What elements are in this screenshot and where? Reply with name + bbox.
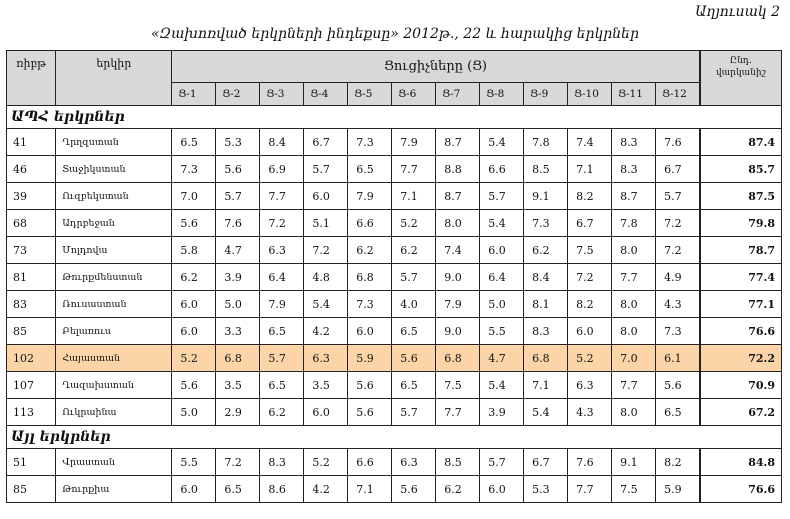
indicator-value-cell: 7.2 xyxy=(216,449,260,476)
indicator-column-header: Ց-5 xyxy=(348,83,392,106)
indicator-value-cell: 8.4 xyxy=(524,264,568,291)
indicator-value-cell: 5.0 xyxy=(172,399,216,426)
indicator-value-cell: 5.7 xyxy=(480,449,524,476)
rank-cell: 85 xyxy=(7,318,56,345)
indicator-value-cell: 7.1 xyxy=(524,372,568,399)
country-cell: Ռուսաստան xyxy=(56,291,172,318)
country-header: երկիր xyxy=(56,51,172,106)
indicator-value-cell: 8.5 xyxy=(524,156,568,183)
indicator-value-cell: 5.7 xyxy=(304,156,348,183)
indicator-value-cell: 5.6 xyxy=(172,372,216,399)
indicator-value-cell: 6.5 xyxy=(172,129,216,156)
indicator-value-cell: 5.3 xyxy=(524,476,568,503)
indicator-value-cell: 4.3 xyxy=(568,399,612,426)
indicator-value-cell: 5.4 xyxy=(480,210,524,237)
indicator-value-cell: 5.0 xyxy=(216,291,260,318)
indicator-value-cell: 6.8 xyxy=(216,345,260,372)
indicator-value-cell: 5.4 xyxy=(480,129,524,156)
indicator-value-cell: 5.7 xyxy=(392,264,436,291)
indicator-value-cell: 6.5 xyxy=(260,318,304,345)
indicator-value-cell: 5.4 xyxy=(524,399,568,426)
indicator-value-cell: 8.0 xyxy=(612,399,656,426)
indicator-value-cell: 7.6 xyxy=(656,129,700,156)
rank-cell: 73 xyxy=(7,237,56,264)
indicator-column-header: Ց-4 xyxy=(304,83,348,106)
table-row xyxy=(7,129,782,156)
score-cell: 87.4 xyxy=(700,129,782,156)
indicator-column-header: Ց-9 xyxy=(524,83,568,106)
indicator-value-cell: 5.2 xyxy=(392,210,436,237)
indicator-column-header: Ց-11 xyxy=(612,83,656,106)
indicator-value-cell: 4.2 xyxy=(304,476,348,503)
table-row xyxy=(7,210,782,237)
indicator-value-cell: 3.5 xyxy=(304,372,348,399)
indicator-value-cell: 5.5 xyxy=(172,449,216,476)
score-header xyxy=(700,51,782,106)
indicator-value-cell: 6.9 xyxy=(260,156,304,183)
indicator-column-header: Ց-3 xyxy=(260,83,304,106)
score-cell: 72.2 xyxy=(700,345,782,372)
indicator-value-cell: 7.2 xyxy=(656,237,700,264)
indicator-value-cell: 7.0 xyxy=(612,345,656,372)
indicator-value-cell: 6.7 xyxy=(656,156,700,183)
indicator-value-cell: 2.9 xyxy=(216,399,260,426)
indicator-value-cell: 4.0 xyxy=(392,291,436,318)
table-row xyxy=(7,264,782,291)
country-cell: Ուկրաինա xyxy=(56,399,172,426)
table-row xyxy=(7,237,782,264)
score-cell: 77.4 xyxy=(700,264,782,291)
indicator-value-cell: 5.8 xyxy=(172,237,216,264)
indicator-value-cell: 5.1 xyxy=(304,210,348,237)
indicator-value-cell: 4.8 xyxy=(304,264,348,291)
country-cell: Ղազախստան xyxy=(56,372,172,399)
indicator-value-cell: 5.2 xyxy=(172,345,216,372)
indicator-value-cell: 6.5 xyxy=(392,318,436,345)
indicator-column-header: Ց-10 xyxy=(568,83,612,106)
group-header-row xyxy=(7,106,782,129)
indicator-column-header: Ց-12 xyxy=(656,83,700,106)
indicator-value-cell: 7.3 xyxy=(524,210,568,237)
indicator-value-cell: 6.0 xyxy=(172,476,216,503)
indicator-value-cell: 6.0 xyxy=(304,183,348,210)
indicator-value-cell: 7.3 xyxy=(656,318,700,345)
indicator-value-cell: 5.6 xyxy=(348,399,392,426)
indicator-value-cell: 5.6 xyxy=(348,372,392,399)
indicator-value-cell: 6.8 xyxy=(436,345,480,372)
indicator-value-cell: 8.8 xyxy=(436,156,480,183)
rank-cell: 83 xyxy=(7,291,56,318)
index-table xyxy=(6,50,782,503)
header-row-top xyxy=(7,51,782,83)
indicator-value-cell: 7.8 xyxy=(524,129,568,156)
indicator-value-cell: 5.6 xyxy=(392,476,436,503)
indicator-value-cell: 7.7 xyxy=(568,476,612,503)
indicator-value-cell: 6.3 xyxy=(392,449,436,476)
indicator-value-cell: 6.4 xyxy=(480,264,524,291)
rank-cell: 39 xyxy=(7,183,56,210)
indicator-column-header: Ց-8 xyxy=(480,83,524,106)
rank-cell: 102 xyxy=(7,345,56,372)
indicator-value-cell: 7.1 xyxy=(348,476,392,503)
indicator-value-cell: 8.3 xyxy=(524,318,568,345)
indicator-value-cell: 7.4 xyxy=(436,237,480,264)
rank-cell: 41 xyxy=(7,129,56,156)
group-header-row xyxy=(7,426,782,449)
country-cell: Թուրքմենստան xyxy=(56,264,172,291)
indicator-value-cell: 7.7 xyxy=(436,399,480,426)
indicator-value-cell: 6.2 xyxy=(172,264,216,291)
score-cell: 67.2 xyxy=(700,399,782,426)
indicator-value-cell: 6.5 xyxy=(216,476,260,503)
score-cell: 84.8 xyxy=(700,449,782,476)
indicator-value-cell: 3.9 xyxy=(480,399,524,426)
indicator-value-cell: 8.3 xyxy=(260,449,304,476)
indicator-value-cell: 5.2 xyxy=(568,345,612,372)
indicator-value-cell: 7.3 xyxy=(348,291,392,318)
indicator-value-cell: 5.7 xyxy=(392,399,436,426)
indicator-value-cell: 7.2 xyxy=(656,210,700,237)
indicator-value-cell: 8.5 xyxy=(436,449,480,476)
indicator-value-cell: 6.2 xyxy=(260,399,304,426)
indicator-value-cell: 4.7 xyxy=(480,345,524,372)
score-header-line2: վարկանիշ xyxy=(715,68,766,78)
indicator-value-cell: 6.5 xyxy=(260,372,304,399)
indicator-value-cell: 8.6 xyxy=(260,476,304,503)
rank-cell: 68 xyxy=(7,210,56,237)
indicator-value-cell: 5.7 xyxy=(216,183,260,210)
indicators-header: Ցուցիչները (Ց) xyxy=(172,51,700,83)
indicator-value-cell: 8.2 xyxy=(568,291,612,318)
indicator-value-cell: 8.0 xyxy=(612,237,656,264)
indicator-value-cell: 5.7 xyxy=(656,183,700,210)
indicator-value-cell: 6.0 xyxy=(172,318,216,345)
indicator-value-cell: 5.0 xyxy=(480,291,524,318)
rank-cell: 51 xyxy=(7,449,56,476)
indicator-value-cell: 6.2 xyxy=(436,476,480,503)
group-label: Այլ երկրներ xyxy=(7,426,782,449)
indicator-value-cell: 6.2 xyxy=(348,237,392,264)
indicator-value-cell: 7.1 xyxy=(568,156,612,183)
indicator-value-cell: 6.4 xyxy=(260,264,304,291)
table-row xyxy=(7,449,782,476)
indicator-value-cell: 6.0 xyxy=(304,399,348,426)
indicator-value-cell: 6.5 xyxy=(348,156,392,183)
indicator-value-cell: 6.7 xyxy=(524,449,568,476)
indicator-value-cell: 7.5 xyxy=(568,237,612,264)
indicator-value-cell: 6.2 xyxy=(524,237,568,264)
indicator-value-cell: 8.0 xyxy=(436,210,480,237)
indicator-value-cell: 7.4 xyxy=(568,129,612,156)
rank-cell: 46 xyxy=(7,156,56,183)
indicator-value-cell: 7.6 xyxy=(216,210,260,237)
country-cell: Մոլդովա xyxy=(56,237,172,264)
indicator-value-cell: 9.0 xyxy=(436,318,480,345)
indicator-value-cell: 7.5 xyxy=(612,476,656,503)
country-cell: Ղրղզստան xyxy=(56,129,172,156)
indicator-value-cell: 7.2 xyxy=(304,237,348,264)
indicator-value-cell: 6.0 xyxy=(172,291,216,318)
indicator-column-header: Ց-7 xyxy=(436,83,480,106)
rank-cell: 107 xyxy=(7,372,56,399)
score-cell: 77.1 xyxy=(700,291,782,318)
indicator-value-cell: 5.4 xyxy=(480,372,524,399)
country-cell: Վրաստան xyxy=(56,449,172,476)
score-cell: 87.5 xyxy=(700,183,782,210)
table-row xyxy=(7,156,782,183)
table-row xyxy=(7,476,782,503)
score-cell: 78.7 xyxy=(700,237,782,264)
group-label: ԱՊՀ երկրներ xyxy=(7,106,782,129)
rank-cell: 113 xyxy=(7,399,56,426)
indicator-value-cell: 6.7 xyxy=(568,210,612,237)
indicator-value-cell: 6.0 xyxy=(480,237,524,264)
indicator-value-cell: 8.7 xyxy=(436,129,480,156)
table-body xyxy=(7,106,782,503)
table-row xyxy=(7,183,782,210)
indicator-value-cell: 6.3 xyxy=(568,372,612,399)
indicator-value-cell: 7.7 xyxy=(392,156,436,183)
country-cell: Բելառուս xyxy=(56,318,172,345)
country-cell: Հայաստան xyxy=(56,345,172,372)
indicator-value-cell: 6.3 xyxy=(304,345,348,372)
indicator-value-cell: 6.8 xyxy=(524,345,568,372)
indicator-value-cell: 8.3 xyxy=(612,129,656,156)
indicator-value-cell: 7.7 xyxy=(260,183,304,210)
indicator-value-cell: 6.1 xyxy=(656,345,700,372)
indicator-value-cell: 6.5 xyxy=(392,372,436,399)
table-row xyxy=(7,318,782,345)
score-cell: 76.6 xyxy=(700,476,782,503)
country-cell: Ուզբեկստան xyxy=(56,183,172,210)
indicator-value-cell: 4.7 xyxy=(216,237,260,264)
indicator-value-cell: 6.0 xyxy=(568,318,612,345)
indicator-column-header: Ց-1 xyxy=(172,83,216,106)
indicator-value-cell: 6.6 xyxy=(348,449,392,476)
indicator-value-cell: 7.9 xyxy=(260,291,304,318)
indicator-value-cell: 7.1 xyxy=(392,183,436,210)
indicator-value-cell: 6.6 xyxy=(348,210,392,237)
indicator-value-cell: 7.2 xyxy=(260,210,304,237)
indicator-value-cell: 6.2 xyxy=(392,237,436,264)
indicator-value-cell: 7.2 xyxy=(568,264,612,291)
indicator-value-cell: 6.5 xyxy=(656,399,700,426)
indicator-value-cell: 7.7 xyxy=(612,264,656,291)
indicator-value-cell: 5.6 xyxy=(216,156,260,183)
table-title: «Զախոռված երկրների ինդեքսը» 2012թ., 22 և հարակից երկրներ xyxy=(150,26,639,42)
rank-cell: 85 xyxy=(7,476,56,503)
indicator-value-cell: 9.0 xyxy=(436,264,480,291)
score-cell: 70.9 xyxy=(700,372,782,399)
rank-cell: 81 xyxy=(7,264,56,291)
indicator-value-cell: 5.7 xyxy=(260,345,304,372)
table-row xyxy=(7,372,782,399)
indicator-value-cell: 6.0 xyxy=(480,476,524,503)
indicator-value-cell: 5.4 xyxy=(304,291,348,318)
indicator-value-cell: 7.7 xyxy=(612,372,656,399)
table-row xyxy=(7,291,782,318)
indicator-value-cell: 6.0 xyxy=(348,318,392,345)
indicator-value-cell: 5.2 xyxy=(304,449,348,476)
indicator-value-cell: 7.0 xyxy=(172,183,216,210)
indicator-value-cell: 8.2 xyxy=(656,449,700,476)
indicator-value-cell: 7.9 xyxy=(436,291,480,318)
indicator-value-cell: 3.3 xyxy=(216,318,260,345)
indicator-value-cell: 5.7 xyxy=(480,183,524,210)
indicator-value-cell: 6.8 xyxy=(348,264,392,291)
indicator-value-cell: 8.2 xyxy=(568,183,612,210)
indicator-column-header: Ց-2 xyxy=(216,83,260,106)
indicator-value-cell: 4.9 xyxy=(656,264,700,291)
indicator-value-cell: 7.9 xyxy=(392,129,436,156)
country-cell: Տաջիկստան xyxy=(56,156,172,183)
indicator-value-cell: 8.1 xyxy=(524,291,568,318)
indicator-value-cell: 7.5 xyxy=(436,372,480,399)
table-row xyxy=(7,399,782,426)
indicator-value-cell: 4.2 xyxy=(304,318,348,345)
score-header-line1: Ընդ. xyxy=(729,56,752,66)
indicator-value-cell: 4.3 xyxy=(656,291,700,318)
indicator-value-cell: 8.7 xyxy=(436,183,480,210)
indicator-value-cell: 7.9 xyxy=(348,183,392,210)
indicator-value-cell: 6.3 xyxy=(260,237,304,264)
indicator-value-cell: 8.3 xyxy=(612,156,656,183)
indicator-value-cell: 5.9 xyxy=(656,476,700,503)
indicator-value-cell: 6.6 xyxy=(480,156,524,183)
rank-header: ռիբթ xyxy=(7,51,56,106)
indicator-value-cell: 7.8 xyxy=(612,210,656,237)
indicator-value-cell: 3.5 xyxy=(216,372,260,399)
score-cell: 76.6 xyxy=(700,318,782,345)
appendix-label: Աղյուսակ 2 xyxy=(695,4,780,20)
score-cell: 79.8 xyxy=(700,210,782,237)
indicator-value-cell: 8.0 xyxy=(612,318,656,345)
country-cell: Թուրքիա xyxy=(56,476,172,503)
indicator-value-cell: 7.3 xyxy=(172,156,216,183)
indicator-value-cell: 7.3 xyxy=(348,129,392,156)
indicator-value-cell: 8.4 xyxy=(260,129,304,156)
indicator-value-cell: 5.3 xyxy=(216,129,260,156)
indicator-value-cell: 9.1 xyxy=(612,449,656,476)
indicator-column-header: Ց-6 xyxy=(392,83,436,106)
indicator-value-cell: 5.6 xyxy=(656,372,700,399)
indicator-value-cell: 5.6 xyxy=(392,345,436,372)
indicator-value-cell: 5.6 xyxy=(172,210,216,237)
indicator-value-cell: 6.7 xyxy=(304,129,348,156)
indicator-value-cell: 8.7 xyxy=(612,183,656,210)
indicator-value-cell: 9.1 xyxy=(524,183,568,210)
indicator-value-cell: 8.0 xyxy=(612,291,656,318)
indicator-value-cell: 7.6 xyxy=(568,449,612,476)
table-row-highlighted xyxy=(7,345,782,372)
score-cell: 85.7 xyxy=(700,156,782,183)
indicator-value-cell: 5.5 xyxy=(480,318,524,345)
indicator-value-cell: 5.9 xyxy=(348,345,392,372)
indicator-value-cell: 3.9 xyxy=(216,264,260,291)
country-cell: Ադրբեջան xyxy=(56,210,172,237)
